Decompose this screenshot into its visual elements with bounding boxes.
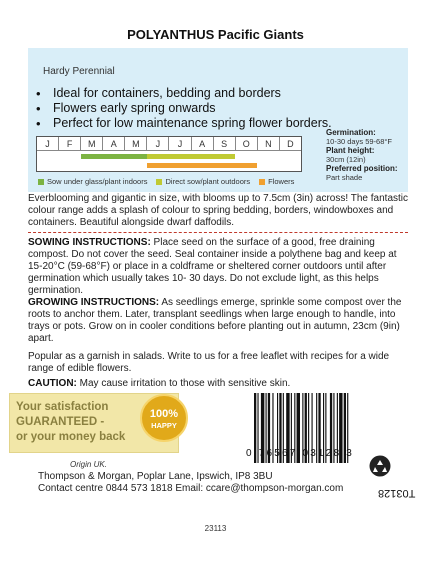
feature-item: • Ideal for containers, bedding and borders (36, 86, 416, 101)
sowing-instructions (28, 237, 408, 297)
calendar-legend (38, 177, 303, 186)
legend-label: Direct sow/plant outdoors (165, 177, 251, 186)
origin: Origin UK. (70, 460, 107, 469)
germination-label: Germination: (326, 128, 376, 137)
legend-swatch (38, 179, 44, 185)
calendar-bar-sow-glass (81, 154, 147, 159)
germination-value: 10-30 days 59-68°F (326, 137, 392, 146)
badge-word: HAPPY (151, 421, 177, 430)
feature-item: • Perfect for low maintenance spring flower borders. (36, 116, 416, 131)
growing-heading: GROWING INSTRUCTIONS: (28, 297, 160, 308)
legend-label: Sow under glass/plant indoors (47, 177, 148, 186)
caution-heading: CAUTION: (28, 378, 77, 389)
guarantee-line: GUARANTEED - (16, 416, 105, 428)
position-value: Part shade (326, 173, 363, 182)
sowing-heading: SOWING INSTRUCTIONS: (28, 237, 151, 248)
month-label: D (279, 137, 301, 150)
guarantee-line: or your money back (16, 431, 126, 443)
calendar-bar-sow-outdoors (147, 154, 235, 159)
month-label: J (168, 137, 190, 150)
calendar-months (37, 137, 301, 151)
satisfaction-guarantee (9, 393, 179, 453)
contact-line: Contact centre 0844 573 1818 Email: ccare@thompson-morgan.com (38, 483, 344, 494)
month-label: N (257, 137, 279, 150)
feature-item: • Flowers early spring onwards (36, 101, 416, 116)
plant-type: Hardy Perennial (43, 66, 115, 77)
plant-height-value: 30cm (12in) (326, 155, 366, 164)
legend-item (259, 177, 294, 186)
footer-number: 23113 (204, 524, 227, 533)
product-code: T03128 (378, 487, 416, 499)
caution-text: May cause irritation to those with sensitive skin. (76, 378, 291, 389)
barcode-number: 0 76567 03128 3 (246, 448, 355, 459)
salad-note: Popular as a garnish in salads. Write to us for a free leaflet with recipes for a wide range of edible flowers. (28, 351, 390, 374)
calendar-bar-flowers (147, 163, 257, 168)
legend-swatch (156, 179, 162, 185)
month-label: A (191, 137, 213, 150)
month-label: S (213, 137, 235, 150)
plant-height-label: Plant height: (326, 146, 375, 155)
guarantee-text (16, 400, 125, 445)
month-label: J (146, 137, 168, 150)
month-label: A (102, 137, 124, 150)
happy-badge-icon (140, 394, 188, 442)
calendar-bars (37, 151, 301, 171)
feature-list (36, 86, 416, 131)
month-label: M (80, 137, 102, 150)
guarantee-line: Your satisfaction (16, 401, 109, 413)
month-label: O (235, 137, 257, 150)
legend-label: Flowers (268, 177, 295, 186)
growing-info (326, 128, 410, 182)
legend-item (156, 177, 250, 186)
growing-text: As seedlings emerge, sprinkle some compost over the roots to anchor them. Later, transplant seedlings when large enough to handle, into trays or pots. Grow on in cooler conditions before planting out in autumn, 23cm (9in) apart. (28, 297, 402, 344)
legend-swatch (259, 179, 265, 185)
divider (28, 232, 408, 233)
company-address (38, 471, 343, 495)
growing-instructions (28, 297, 408, 345)
position-label: Preferred position: (326, 164, 398, 173)
packet-title: POLYANTHUS Pacific Giants (127, 27, 304, 42)
legend-item (38, 177, 147, 186)
caution (28, 378, 408, 390)
recycle-icon (369, 455, 391, 477)
address-line: Thompson & Morgan, Poplar Lane, Ipswich, IP8 3BU (38, 471, 273, 482)
sowing-calendar (36, 136, 302, 172)
description: Everblooming and gigantic in size, with blooms up to 7.5cm (3in) across! The fantastic colour range adds a splash of colour to spring bedding, borders, windowboxes and containers. Beautiful alongside dwarf daffodils. (28, 193, 408, 228)
badge-percent: 100% (149, 408, 179, 420)
month-label: J (45, 139, 50, 149)
month-label: F (58, 137, 80, 150)
sowing-text: Place seed on the surface of a good, free draining compost. Do not cover the seed. Seal container inside a polythene bag and keep at 15-20°C (59-68°F) or place in a coldframe or sheltered corner outdoors until after germination which usually takes 10- 30 days. Do not exclude light, as this helps germination. (28, 237, 397, 296)
month-label: M (124, 137, 146, 150)
